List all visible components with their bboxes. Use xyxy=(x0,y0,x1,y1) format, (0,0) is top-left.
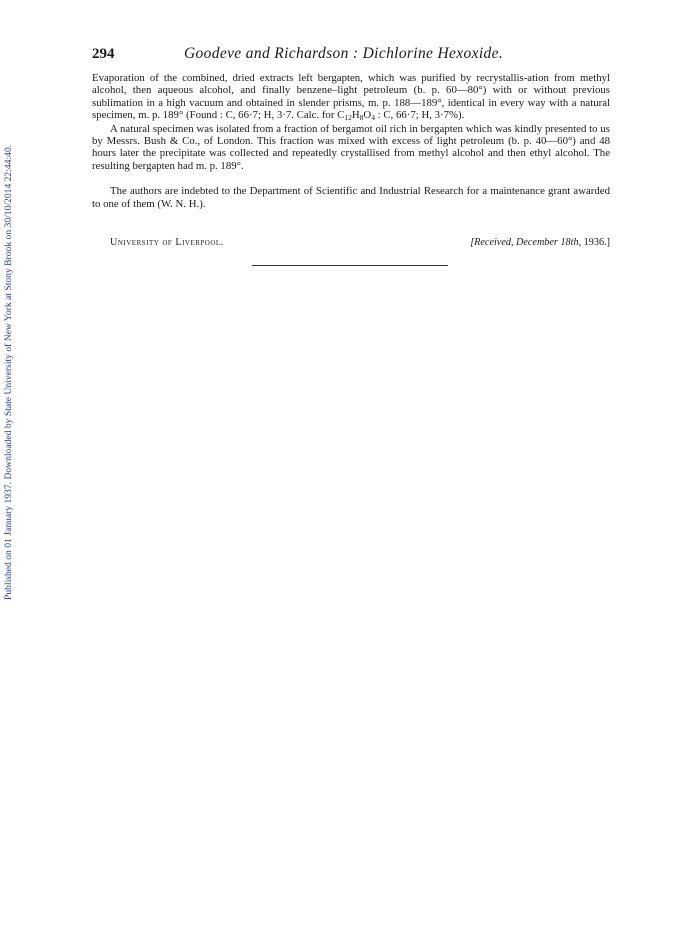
received-ordinal: th xyxy=(570,237,579,248)
received-year: , 1936.] xyxy=(578,237,610,248)
received-date xyxy=(470,236,610,250)
subscript-oxygen: 4 xyxy=(371,113,375,123)
paragraph-acknowledgement: The authors are indebted to the Department of Scientific and Industrial Research for a maintenance grant awarded to one of them (W. N. H.). xyxy=(92,185,610,210)
paragraph-bergapten-purification xyxy=(92,72,610,123)
subscript-carbon: 12 xyxy=(344,113,352,123)
affiliation: University of Liverpool. xyxy=(110,237,224,248)
page-number: 294 xyxy=(92,46,115,62)
paragraph-text: Evaporation of the combined, dried extracts left bergapten, which was purified by recrystallis-ation from methyl alcohol, then aqueous alcohol, and finally benzene–light petroleum (b. p. 60—80°) with or without previous sublimation in a high vacuum and obtained in slender prisms, m. p. 188—189°, identical in every way with a natural specimen, m. p. 189° (Found : C, 66·7; H, 3·7. Calc. for C xyxy=(92,72,610,122)
paragraph-text-end: : C, 66·7; H, 3·7%). xyxy=(374,109,465,122)
page-header xyxy=(92,42,610,66)
article-footer xyxy=(110,236,610,250)
end-rule xyxy=(252,265,448,266)
paragraph-natural-specimen: A natural specimen was isolated from a fraction of bergamot oil rich in bergapten which was kindly presented to us by Messrs. Bush & Co., of London. This fraction was mixed with excess of light petroleum (b. p. 40—60°) and 48 hours later the precipitate was collected and repeatedly crystallised from methyl alcohol and then ethyl alcohol. The resulting bergapten had m. p. 189°. xyxy=(92,122,610,172)
article-body xyxy=(92,72,610,210)
formula-hydrogen: H xyxy=(351,109,360,122)
download-notice-sidebar xyxy=(2,40,16,600)
formula-oxygen: O xyxy=(363,109,372,122)
running-title: Goodeve and Richardson : Dichlorine Hexoxide. xyxy=(184,45,504,62)
download-notice-text: Published on 01 January 1937. Downloaded by State University of New York at Stony Brook on 30/10/2014 22:44:40. xyxy=(3,144,14,600)
received-prefix: [Received, December 18 xyxy=(470,237,571,248)
subscript-hydrogen: 8 xyxy=(359,113,364,123)
